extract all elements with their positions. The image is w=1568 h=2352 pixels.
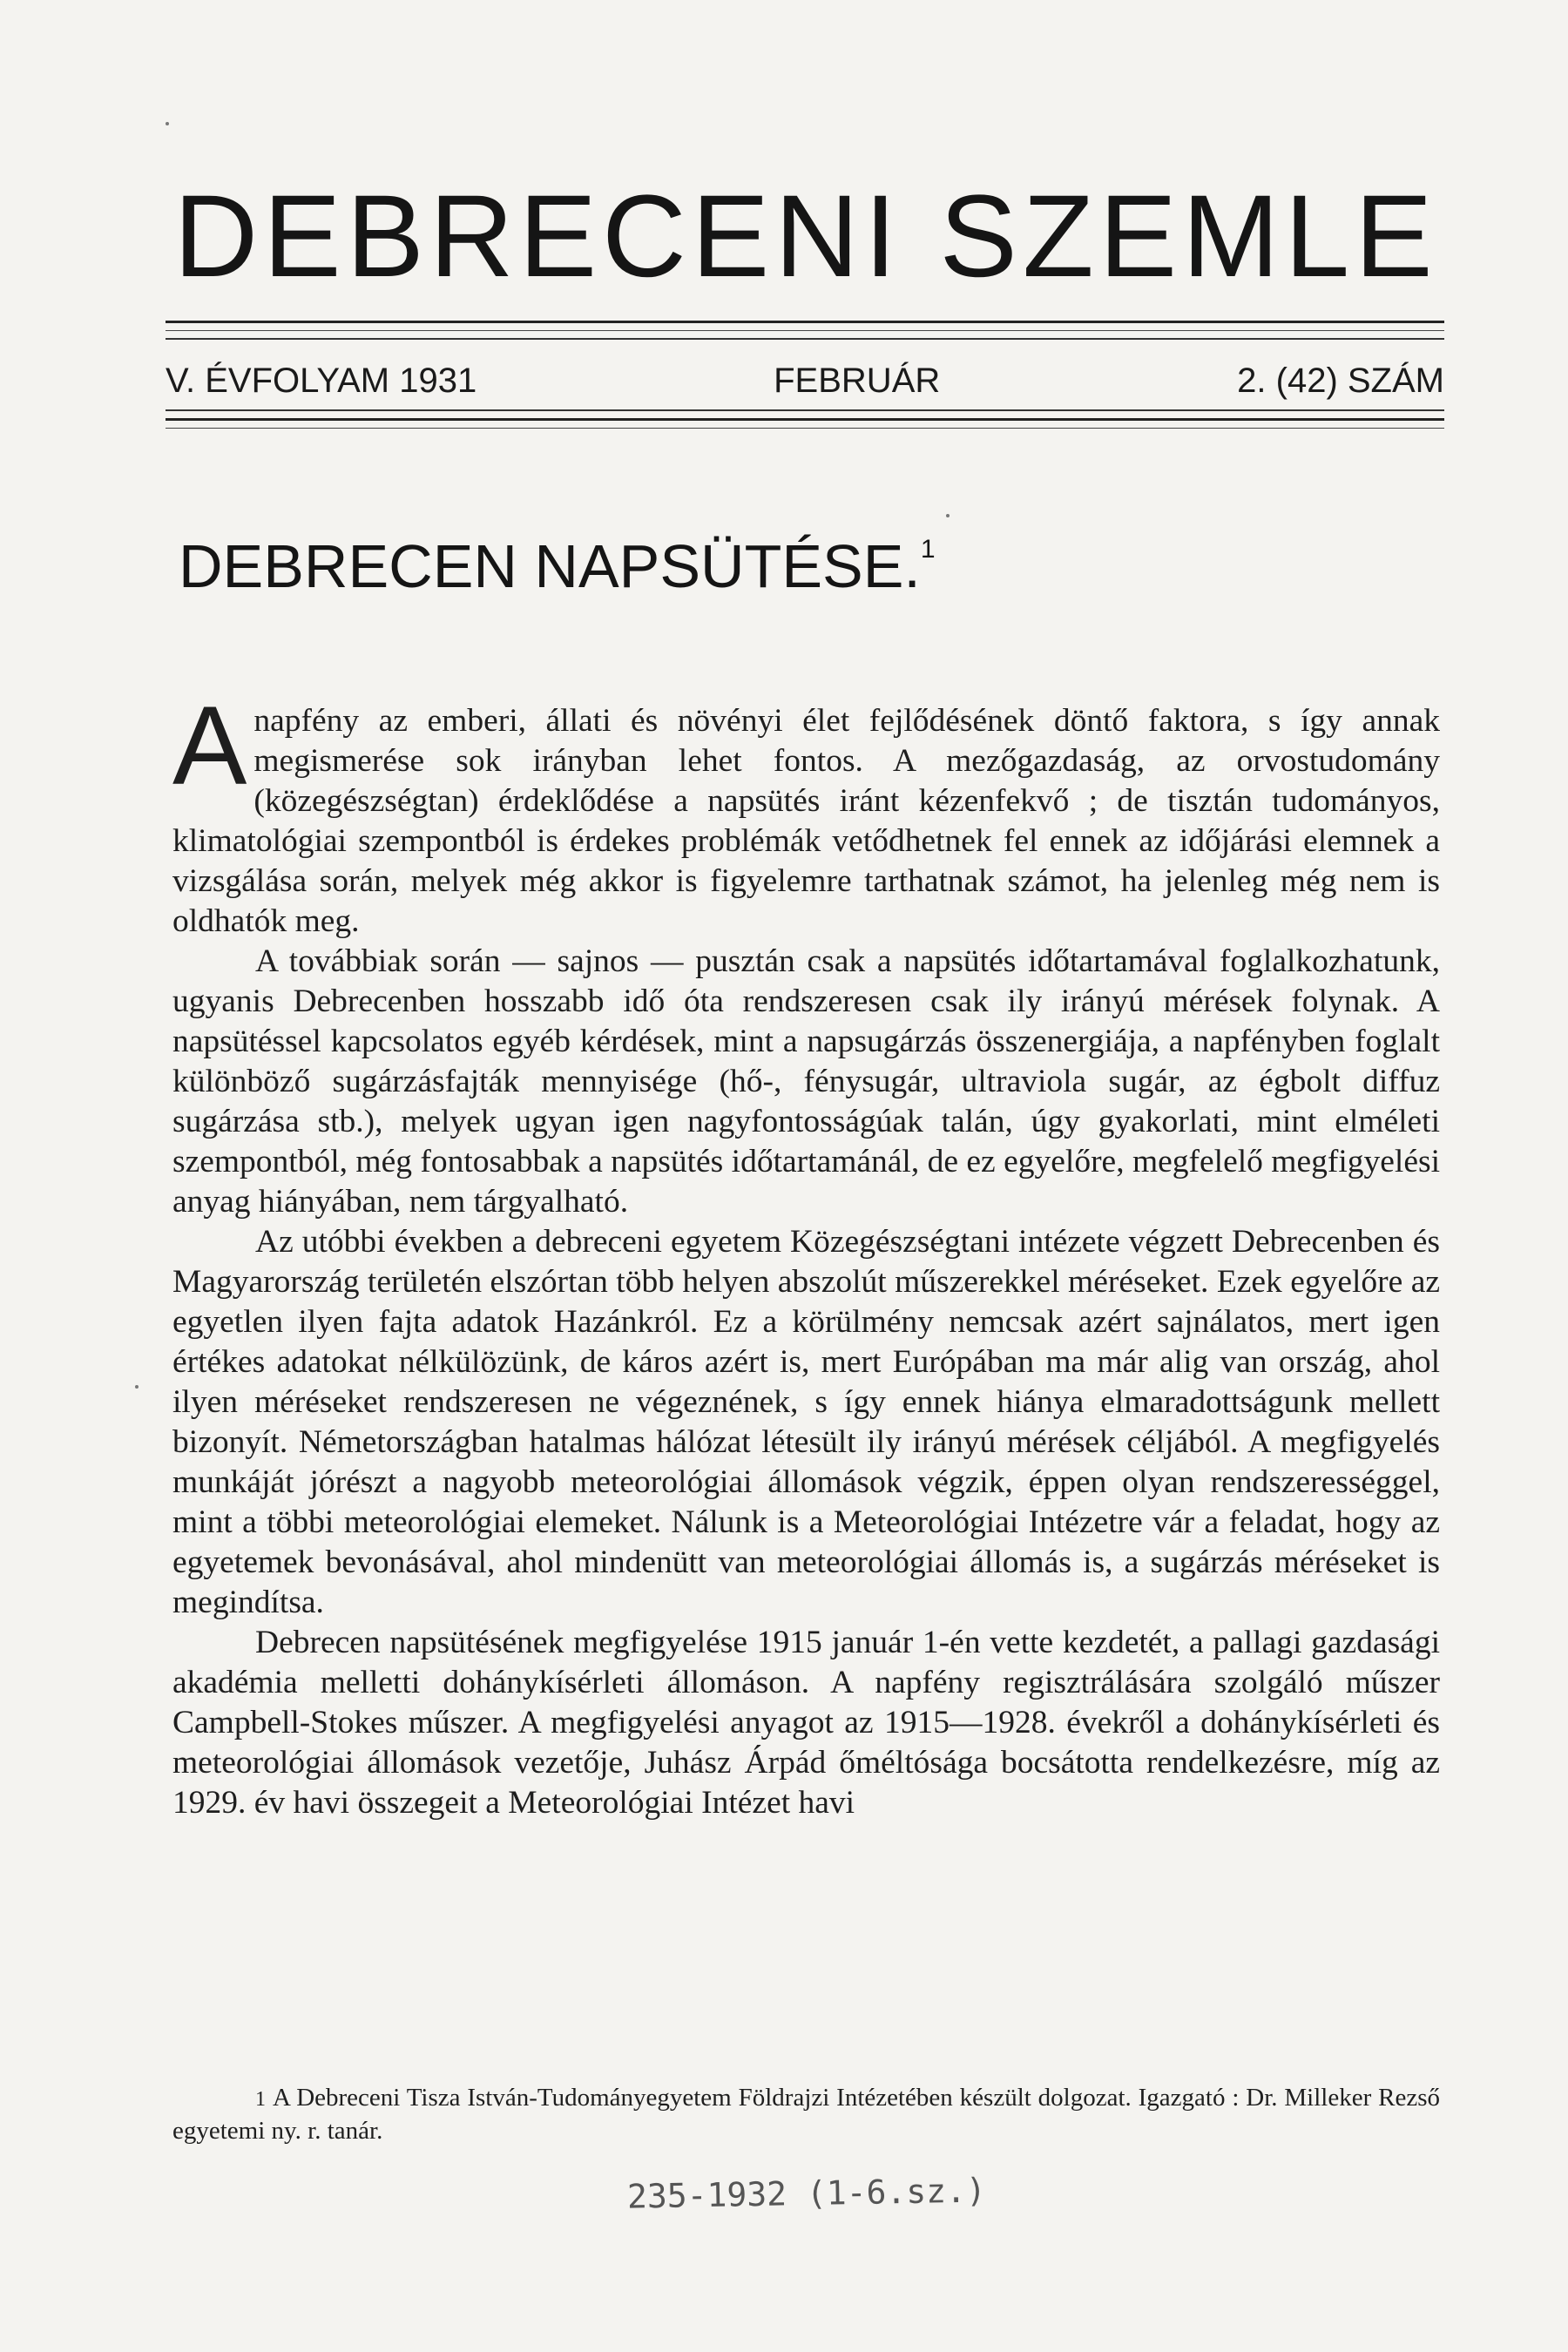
article-body [172,684,1440,1823]
issue-info-line [166,362,1444,401]
journal-title: DEBRECENI SZEMLE [173,172,1438,301]
paragraph-text: napfény az emberi, állati és növényi élet fejlődésének döntő faktora, s így annak megismerése sok irányban lehet fontos. A mezőgazdaság, az orvostudomány (közegészségtan) érdeklődése a napsütés iránt kézenfekvő ; de tisztán tudományos, klimatológiai szempontból is érdekes problémák vetődhetnek fel ennek az időjárási elemnek a vizsgálása során, melyek még akkor is figyelemre tarthatnak számot, ha jelenleg még nem is oldhatók meg. [172,703,1440,939]
paragraph: Debrecen napsütésének megfigyelése 1915 január 1-én vette kezdetét, a pallagi gazdasági akadémia melletti dohánykísérleti állomáson. A napfény regisztrálására szolgáló műszer Campbell-Stokes műszer. A megfigyelési anyagot az 1915—1928. évekről a dohánykísérleti és meteorológiai állomások vezetője, Juhász Árpád őméltósága bocsátotta rendelkezésre, míg az 1929. év havi összegeit a Meteorológiai Intézet havi [172,1625,1440,1821]
paragraph [172,684,1440,942]
handwritten-catalog-note: 235-1932 (1-6.sz.) [626,2171,987,2216]
top-double-rule [166,321,1444,331]
footnote-reference: 1 [920,535,936,564]
volume-year: V. ÉVFOLYAM 1931 [166,362,477,400]
paper-speck [135,1385,139,1389]
article-title-text: DEBRECEN NAPSÜTÉSE. [179,532,921,600]
paper-speck [946,514,950,517]
footnote-paragraph [172,2082,1440,2146]
bottom-rule [166,409,1444,411]
top-rule [166,338,1444,340]
footnote [172,2082,1440,2146]
footnote-mark: 1 [255,2088,266,2111]
bottom-double-rule [166,418,1444,429]
paragraph: A továbbiak során — sajnos — pusztán csak a napsütés időtartamával foglalkozhatunk, ugyanis Debrecenben hosszabb idő óta rendszeresen csak ily irányú mérések folynak. A napsütéssel kapcsolatos egyéb kérdések, mint a napsugárzás összenergiája, a napfényben foglalt különböző sugárzásfajták mennyisége (hő-, fénysugár, ultraviola sugár, az égbolt diffuz sugárzása stb.), melyek ugyan igen nagyfontosságúak talán, úgy gyakorlati, mint elméleti szempontból, még fontosabbak a napsütés időtartamánál, de ez egyelőre, megfelelő megfigyelési anyag hiányában, nem tárgyalható. [172,943,1440,1220]
drop-cap: A [172,684,247,808]
paragraph: Az utóbbi években a debreceni egyetem Közegészségtani intézete végzett Debrecenben és Magyarország területén elszórtan több helyen abszolút műszerekkel méréseket. Ezek egyelőre az egyetlen ilyen fajta adatok Hazánkról. Ez a körülmény nemcsak azért sajnálatos, mert igen értékes adatokat nélkülözünk, de káros azért is, mert Európában ma már alig van ország, ahol ilyen méréseket rendszeresen ne végeznének, s így ennek hiánya elmaradottságunk mellett bizonyít. Németországban hatalmas hálózat létesült ily irányú mérések céljából. A megfigyelés munkáját jórészt a nagyobb meteorológiai állomások végzik, éppen olyan rendszerességgel, mint a többi meteorológiai elemeket. Nálunk is a Meteorológiai Intézetre vár a feladat, hogy az egyetemek bevonásával, ahol mindenütt van meteorológiai állomás is, a sugárzás méréseket is megindítsa. [172,1224,1440,1620]
article-title [179,531,936,601]
issue-number: 2. (42) SZÁM [1237,362,1444,400]
paper-speck [166,122,169,125]
footnote-text: A Debreceni Tisza István-Tudományegyetem Földrajzi Intézetében készült dolgozat. Igazgató : Dr. Milleker Rezső egyetemi ny. r. tanár. [172,2084,1440,2145]
issue-month: FEBRUÁR [774,362,941,400]
